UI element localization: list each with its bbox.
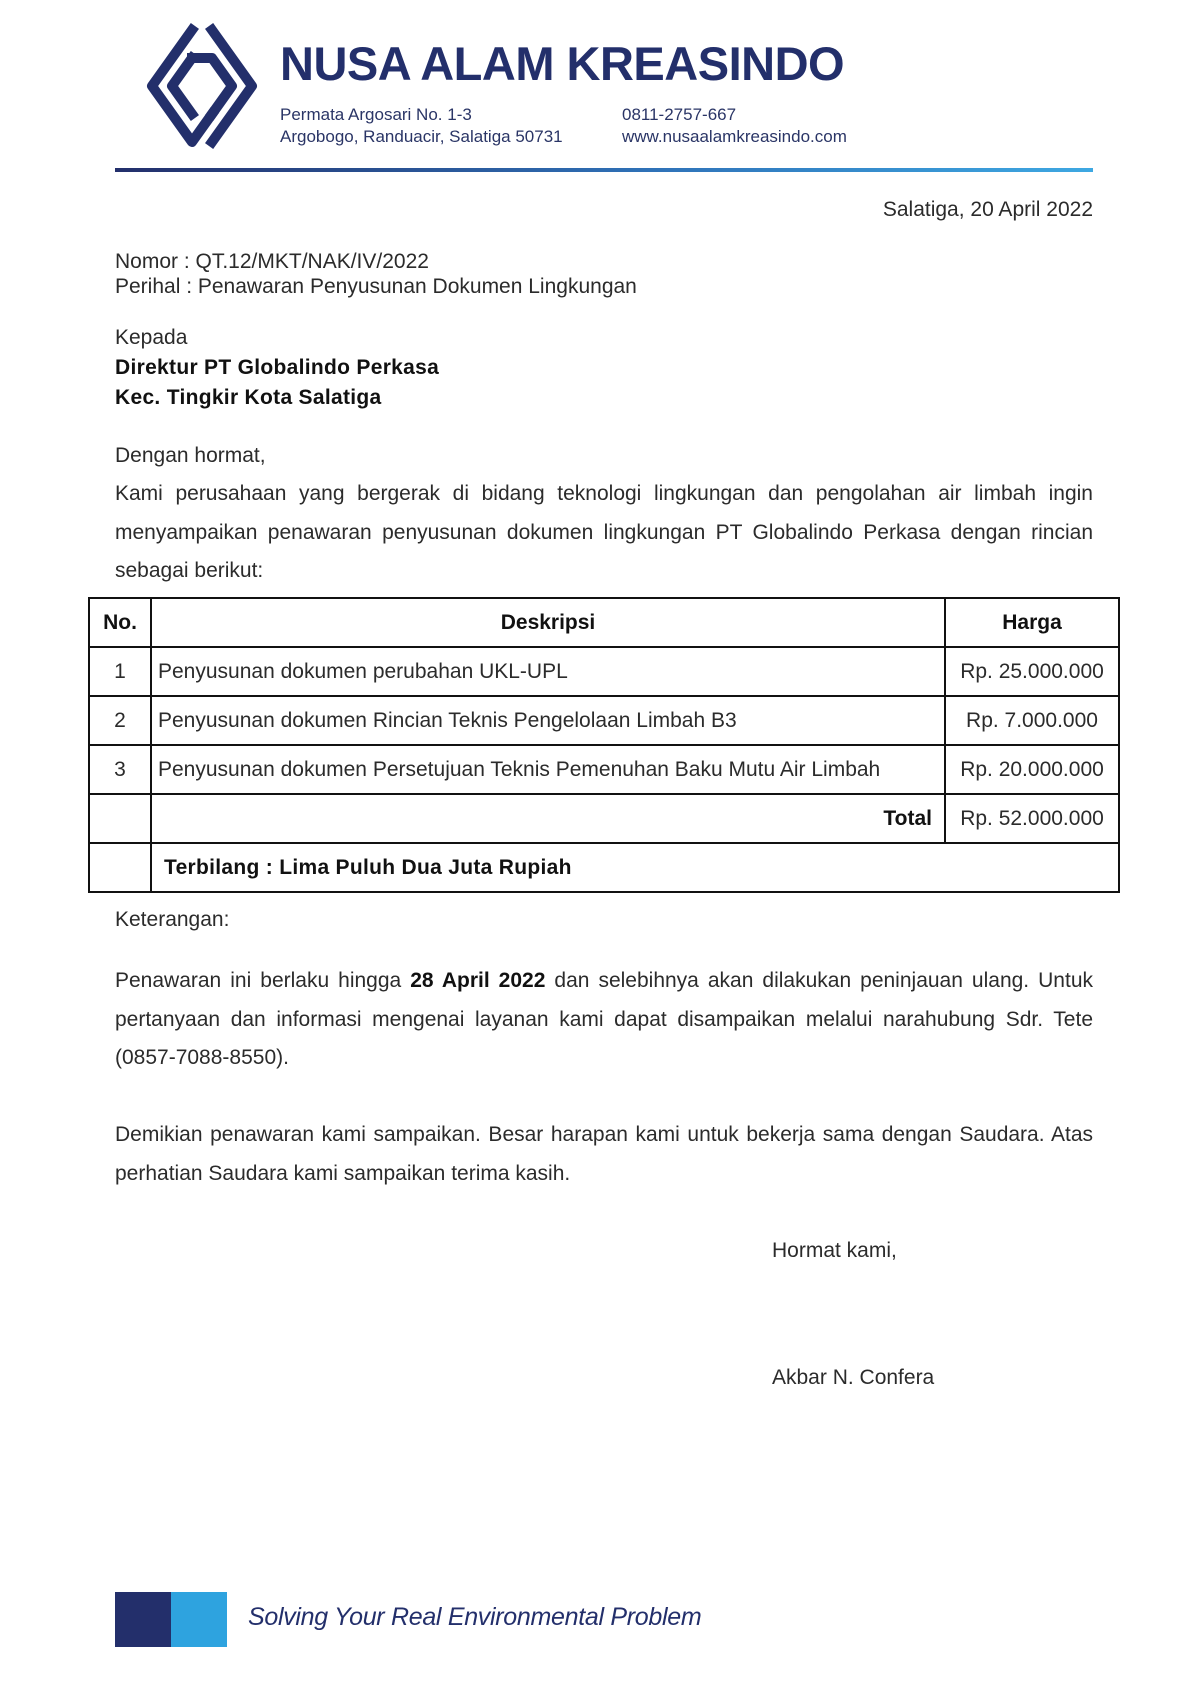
company-phone: 0811-2757-667 — [622, 105, 737, 124]
total-label: Total — [151, 794, 945, 843]
company-name: NUSA ALAM KREASINDO — [280, 37, 845, 90]
header-no: No. — [89, 598, 151, 647]
total-value: Rp. 52.000.000 — [945, 794, 1119, 843]
recipient-line2: Kec. Tingkir Kota Salatiga — [115, 386, 382, 409]
to-label: Kepada — [115, 326, 188, 349]
row-description: Penyusunan dokumen perubahan UKL-UPL — [151, 647, 945, 696]
row-no: 2 — [89, 696, 151, 745]
total-row — [89, 794, 1119, 843]
intro-paragraph: Kami perusahaan yang bergerak di bidang teknologi lingkungan dan pengolahan air limbah ingin menyampaikan penawaran penyusunan dokumen lingkungan PT Globalindo Perkasa dengan rincian sebagai berikut: — [115, 482, 1093, 582]
company-website: www.nusaalamkreasindo.com — [622, 127, 847, 146]
regards: Hormat kami, — [772, 1239, 897, 1262]
footer-block-light — [171, 1592, 227, 1647]
row-description: Penyusunan dokumen Persetujuan Teknis Pemenuhan Baku Mutu Air Limbah — [151, 745, 945, 794]
header-divider — [115, 168, 1093, 172]
footer-tagline: Solving Your Real Environmental Problem — [248, 1603, 702, 1631]
row-no: 1 — [89, 647, 151, 696]
company-logo-icon — [146, 22, 258, 150]
header-price: Harga — [945, 598, 1119, 647]
row-description: Penyusunan dokumen Rincian Teknis Pengelolaan Limbah B3 — [151, 696, 945, 745]
validity-text-after: dan selebihnya akan dilakukan peninjauan ulang. Untuk pertanyaan dan informasi mengenai layanan kami dapat disampaikan melalui narahubung Sdr. Tete (0857-7088-8550). — [115, 969, 1094, 1069]
row-price: Rp. 25.000.000 — [945, 647, 1119, 696]
table-header-row — [89, 598, 1119, 647]
amount-in-words-row — [89, 843, 1119, 892]
notes-label: Keterangan: — [115, 908, 230, 931]
row-price: Rp. 7.000.000 — [945, 696, 1119, 745]
salutation: Dengan hormat, — [115, 444, 266, 467]
quotation-table — [88, 597, 1120, 893]
company-address-line2: Argobogo, Randuacir, Salatiga 50731 — [280, 127, 563, 146]
row-no: 3 — [89, 745, 151, 794]
header-description: Deskripsi — [151, 598, 945, 647]
validity-date: 28 April 2022 — [410, 969, 546, 992]
table-row — [89, 745, 1119, 794]
signer-name: Akbar N. Confera — [772, 1366, 935, 1389]
company-address-line1: Permata Argosari No. 1-3 — [280, 105, 472, 124]
table-row — [89, 696, 1119, 745]
recipient-line1: Direktur PT Globalindo Perkasa — [115, 356, 440, 379]
letter-number: Nomor : QT.12/MKT/NAK/IV/2022 — [115, 250, 429, 273]
amount-in-words: Terbilang : Lima Puluh Dua Juta Rupiah — [151, 843, 1119, 892]
letter-subject: Perihal : Penawaran Penyusunan Dokumen Lingkungan — [115, 275, 637, 298]
validity-text-before: Penawaran ini berlaku hingga — [115, 969, 411, 992]
closing-paragraph: Demikian penawaran kami sampaikan. Besar harapan kami untuk bekerja sama dengan Saudara. Atas perhatian Saudara kami sampaikan terima kasih. — [115, 1123, 1093, 1185]
row-price: Rp. 20.000.000 — [945, 745, 1119, 794]
validity-paragraph — [115, 962, 1093, 1078]
place-date: Salatiga, 20 April 2022 — [882, 198, 1093, 221]
table-row — [89, 647, 1119, 696]
footer-block-dark — [115, 1592, 171, 1647]
